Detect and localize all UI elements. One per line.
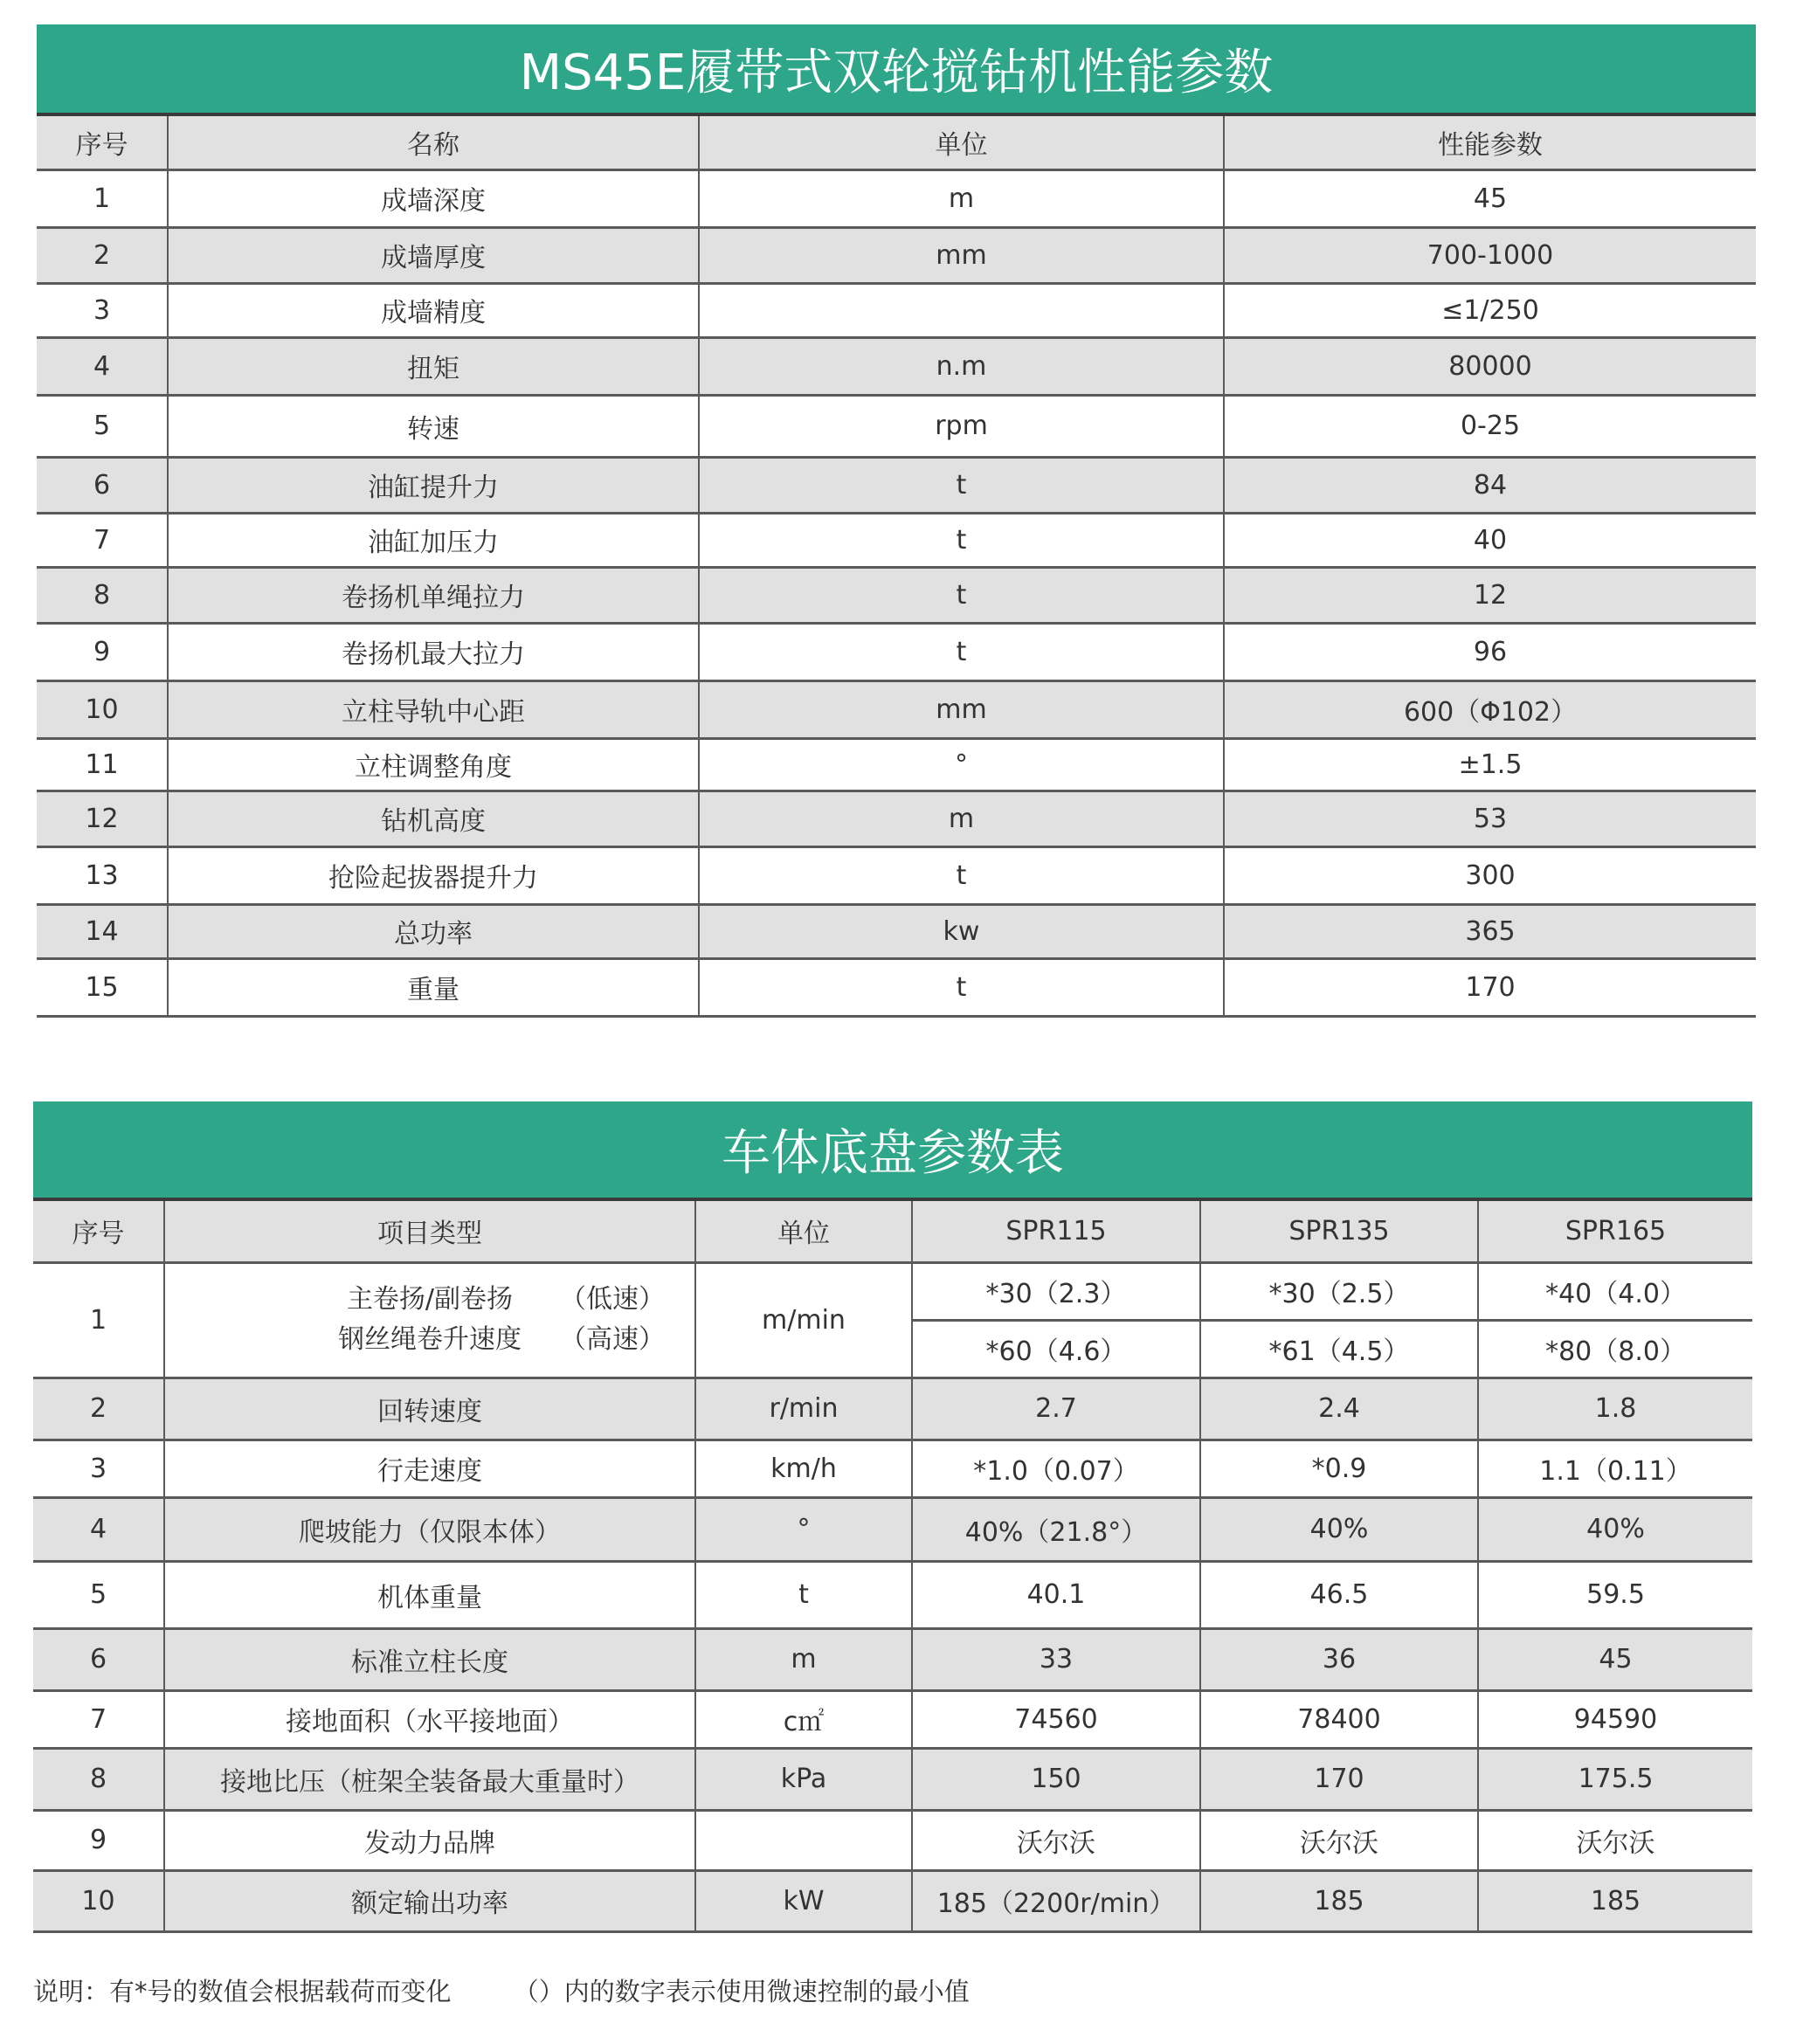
table-row xyxy=(37,680,1756,738)
row-no: 7 xyxy=(33,1690,164,1748)
row-value-spr135: 2.4 xyxy=(1200,1378,1478,1440)
row-value: 365 xyxy=(1224,904,1756,958)
table-row xyxy=(33,1748,1752,1810)
row-unit: rpm xyxy=(699,395,1224,457)
drill-performance-table xyxy=(37,24,1756,1018)
table-row xyxy=(37,904,1756,958)
table-row xyxy=(37,846,1756,904)
row-unit: mm xyxy=(699,680,1224,738)
header-unit: 单位 xyxy=(699,114,1224,169)
row-no: 7 xyxy=(37,513,168,567)
table-row xyxy=(33,1262,1752,1320)
row-value-spr115: *1.0（0.07） xyxy=(912,1440,1200,1497)
row-value-spr135: *61（4.5） xyxy=(1200,1320,1478,1378)
row-value-spr115: 74560 xyxy=(912,1690,1200,1748)
row-name: 抢险起拔器提升力 xyxy=(168,846,699,904)
row-value: 700-1000 xyxy=(1224,227,1756,283)
row-no: 9 xyxy=(33,1810,164,1870)
row-value-spr165: 175.5 xyxy=(1478,1748,1752,1810)
row-name: 立柱调整角度 xyxy=(168,738,699,791)
row-value-spr135: 185 xyxy=(1200,1870,1478,1931)
chassis-parameter-table xyxy=(33,1101,1752,1933)
row-unit: mm xyxy=(699,227,1224,283)
row-value-spr135: 46.5 xyxy=(1200,1561,1478,1628)
drill-table-title-row xyxy=(37,24,1756,114)
row-name: 卷扬机单绳拉力 xyxy=(168,567,699,623)
row-value-spr115: 33 xyxy=(912,1628,1200,1690)
row-name: 油缸加压力 xyxy=(168,513,699,567)
row-unit: m xyxy=(695,1628,912,1690)
row-name: 机体重量 xyxy=(164,1561,695,1628)
table-row xyxy=(37,567,1756,623)
footnote xyxy=(33,1972,970,2008)
row-unit: n.m xyxy=(699,337,1224,395)
row-value: 0-25 xyxy=(1224,395,1756,457)
row-value-spr135: 170 xyxy=(1200,1748,1478,1810)
table-row xyxy=(37,227,1756,283)
row-name: 扭矩 xyxy=(168,337,699,395)
table-row xyxy=(37,791,1756,846)
row-value-spr165: 59.5 xyxy=(1478,1561,1752,1628)
row-no: 11 xyxy=(37,738,168,791)
row-name: 油缸提升力 xyxy=(168,457,699,513)
row-value: ≤1/250 xyxy=(1224,283,1756,337)
row-unit: ° xyxy=(695,1497,912,1561)
row-name: 回转速度 xyxy=(164,1378,695,1440)
row-no: 8 xyxy=(37,567,168,623)
row-value: 300 xyxy=(1224,846,1756,904)
row-unit: t xyxy=(699,457,1224,513)
row-value-spr135: 40% xyxy=(1200,1497,1478,1561)
row-value-spr115: *60（4.6） xyxy=(912,1320,1200,1378)
row-unit xyxy=(699,283,1224,337)
row-value: 45 xyxy=(1224,169,1756,227)
row-value-spr115: 40%（21.8°） xyxy=(912,1497,1200,1561)
footnote-asterisk-note: 说明：有*号的数值会根据载荷而变化 xyxy=(33,1977,452,2006)
row-value-spr165: *40（4.0） xyxy=(1478,1262,1752,1320)
row-name: 总功率 xyxy=(168,904,699,958)
table-row xyxy=(37,169,1756,227)
speed-mode-labels xyxy=(560,1280,665,1360)
header-item-type: 项目类型 xyxy=(164,1199,695,1262)
table-row xyxy=(33,1810,1752,1870)
table-row xyxy=(37,283,1756,337)
row-unit: t xyxy=(699,513,1224,567)
row-unit: t xyxy=(699,958,1224,1016)
row-value: 12 xyxy=(1224,567,1756,623)
drill-table-title: MS45E履带式双轮搅钻机性能参数 xyxy=(37,24,1756,114)
header-name: 名称 xyxy=(168,114,699,169)
row-unit: c㎡ xyxy=(695,1690,912,1748)
table-row xyxy=(37,337,1756,395)
chassis-table-title-row xyxy=(33,1101,1752,1199)
row-value-spr115: 185（2200r/min） xyxy=(912,1870,1200,1931)
row-value: 53 xyxy=(1224,791,1756,846)
speed-high-label: （高速） xyxy=(560,1324,665,1355)
row-value-spr135: 36 xyxy=(1200,1628,1478,1690)
drill-table-header-row xyxy=(37,114,1756,169)
row-unit: kw xyxy=(699,904,1224,958)
row-no: 4 xyxy=(37,337,168,395)
row-name: 成墙精度 xyxy=(168,283,699,337)
row-unit: km/h xyxy=(695,1440,912,1497)
row-no: 5 xyxy=(33,1561,164,1628)
row-value-spr165: 1.8 xyxy=(1478,1378,1752,1440)
table-row xyxy=(33,1628,1752,1690)
row-no: 9 xyxy=(37,623,168,680)
row-no: 1 xyxy=(33,1262,164,1378)
header-no: 序号 xyxy=(33,1199,164,1262)
table-row xyxy=(37,623,1756,680)
row-value: 600（Φ102） xyxy=(1224,680,1756,738)
row-no: 1 xyxy=(37,169,168,227)
table-row xyxy=(37,395,1756,457)
row-no: 4 xyxy=(33,1497,164,1561)
row-name: 行走速度 xyxy=(164,1440,695,1497)
row-unit: ° xyxy=(699,738,1224,791)
row-name: 重量 xyxy=(168,958,699,1016)
row-value-spr165: 45 xyxy=(1478,1628,1752,1690)
row-no: 8 xyxy=(33,1748,164,1810)
row-value-spr165: 1.1（0.11） xyxy=(1478,1440,1752,1497)
header-model-spr135: SPR135 xyxy=(1200,1199,1478,1262)
row-no: 14 xyxy=(37,904,168,958)
row-unit: kW xyxy=(695,1870,912,1931)
row-no: 5 xyxy=(37,395,168,457)
row-value: ±1.5 xyxy=(1224,738,1756,791)
row-value-spr115: 40.1 xyxy=(912,1561,1200,1628)
table-row xyxy=(33,1561,1752,1628)
row-value-spr115: 150 xyxy=(912,1748,1200,1810)
row-name-winch-speed xyxy=(164,1262,695,1378)
table-row xyxy=(33,1690,1752,1748)
winch-speed-line2: 钢丝绳卷升速度 xyxy=(338,1324,522,1355)
row-no: 2 xyxy=(37,227,168,283)
row-name: 成墙深度 xyxy=(168,169,699,227)
row-value-spr165: 94590 xyxy=(1478,1690,1752,1748)
table-row xyxy=(37,958,1756,1016)
chassis-table-header-row xyxy=(33,1199,1752,1262)
row-value-spr165: 40% xyxy=(1478,1497,1752,1561)
row-name: 立柱导轨中心距 xyxy=(168,680,699,738)
table-row xyxy=(37,457,1756,513)
table-row xyxy=(33,1440,1752,1497)
row-name: 额定输出功率 xyxy=(164,1870,695,1931)
row-no: 12 xyxy=(37,791,168,846)
row-value: 40 xyxy=(1224,513,1756,567)
row-no: 10 xyxy=(37,680,168,738)
header-no: 序号 xyxy=(37,114,168,169)
row-no: 15 xyxy=(37,958,168,1016)
row-name: 转速 xyxy=(168,395,699,457)
row-name: 接地面积（水平接地面） xyxy=(164,1690,695,1748)
table-row xyxy=(37,738,1756,791)
row-value-spr165: 沃尔沃 xyxy=(1478,1810,1752,1870)
row-unit: t xyxy=(699,623,1224,680)
row-value-spr115: 2.7 xyxy=(912,1378,1200,1440)
row-value: 84 xyxy=(1224,457,1756,513)
row-name: 卷扬机最大拉力 xyxy=(168,623,699,680)
winch-speed-line1: 主卷扬/副卷扬 xyxy=(346,1284,514,1315)
table-row xyxy=(37,513,1756,567)
row-value-spr135: 78400 xyxy=(1200,1690,1478,1748)
row-unit: t xyxy=(699,567,1224,623)
row-no: 2 xyxy=(33,1378,164,1440)
row-value-spr115: *30（2.3） xyxy=(912,1262,1200,1320)
table-row xyxy=(33,1870,1752,1931)
row-unit: m/min xyxy=(695,1262,912,1378)
row-value-spr165: 185 xyxy=(1478,1870,1752,1931)
header-model-spr165: SPR165 xyxy=(1478,1199,1752,1262)
header-unit: 单位 xyxy=(695,1199,912,1262)
row-name: 标准立柱长度 xyxy=(164,1628,695,1690)
speed-low-label: （低速） xyxy=(560,1284,665,1315)
row-value: 80000 xyxy=(1224,337,1756,395)
row-value: 170 xyxy=(1224,958,1756,1016)
row-name: 钻机高度 xyxy=(168,791,699,846)
row-unit: t xyxy=(699,846,1224,904)
row-unit: r/min xyxy=(695,1378,912,1440)
row-value-spr165: *80（8.0） xyxy=(1478,1320,1752,1378)
row-value-spr135: 沃尔沃 xyxy=(1200,1810,1478,1870)
row-no: 13 xyxy=(37,846,168,904)
header-model-spr115: SPR115 xyxy=(912,1199,1200,1262)
row-name: 爬坡能力（仅限本体） xyxy=(164,1497,695,1561)
row-name: 发动力品牌 xyxy=(164,1810,695,1870)
row-value: 96 xyxy=(1224,623,1756,680)
header-value: 性能参数 xyxy=(1224,114,1756,169)
winch-speed-label xyxy=(165,1280,694,1360)
row-name: 接地比压（桩架全装备最大重量时） xyxy=(164,1748,695,1810)
row-unit: m xyxy=(699,791,1224,846)
row-no: 3 xyxy=(33,1440,164,1497)
row-value-spr115: 沃尔沃 xyxy=(912,1810,1200,1870)
row-value-spr135: *0.9 xyxy=(1200,1440,1478,1497)
row-no: 10 xyxy=(33,1870,164,1931)
row-name: 成墙厚度 xyxy=(168,227,699,283)
table-row xyxy=(33,1378,1752,1440)
chassis-table-title: 车体底盘参数表 xyxy=(33,1101,1752,1199)
row-unit: t xyxy=(695,1561,912,1628)
row-unit: m xyxy=(699,169,1224,227)
table-row xyxy=(33,1497,1752,1561)
row-unit xyxy=(695,1810,912,1870)
row-no: 6 xyxy=(33,1628,164,1690)
row-no: 6 xyxy=(37,457,168,513)
row-unit: kPa xyxy=(695,1748,912,1810)
row-value-spr135: *30（2.5） xyxy=(1200,1262,1478,1320)
footnote-parenthesis-note: （）内的数字表示使用微速控制的最小值 xyxy=(513,1977,970,2006)
row-no: 3 xyxy=(37,283,168,337)
